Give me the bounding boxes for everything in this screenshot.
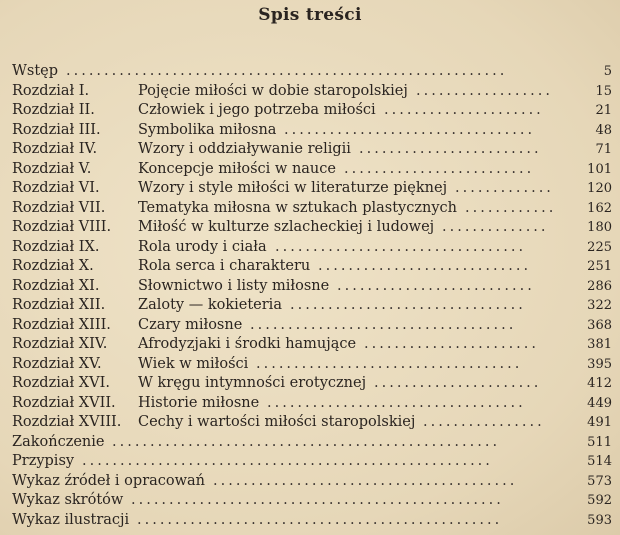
toc-entry-label: Rozdział VII. xyxy=(12,199,106,216)
toc-entry xyxy=(12,335,612,355)
dot-leader: ................................................. xyxy=(131,492,504,508)
toc-entry xyxy=(12,218,612,238)
toc-entry-label: Rozdział IV. xyxy=(12,141,98,157)
table-of-contents xyxy=(12,62,612,530)
toc-entry-label: Rozdział III. xyxy=(12,121,101,138)
toc-entry xyxy=(12,394,612,414)
dot-leader: .......................... xyxy=(337,277,535,294)
dot-leader: ................................. xyxy=(275,238,527,255)
toc-entry-label: Rozdział XIII. xyxy=(12,316,111,333)
dot-leader: ................................................ xyxy=(137,511,503,528)
toc-entry-page: 21 xyxy=(595,103,612,118)
toc-entry xyxy=(12,140,612,160)
dot-leader: .................. xyxy=(416,82,553,99)
toc-entry-page: 412 xyxy=(587,376,612,391)
toc-entry-page: 286 xyxy=(587,278,612,294)
toc-entry-title: Miłość w kulturze szlacheckiej i ludowej xyxy=(138,219,435,235)
toc-entry-page: 322 xyxy=(587,298,612,313)
toc-entry-title: Afrodyzjaki i środki hamujące xyxy=(138,336,357,352)
toc-entry-label: Rozdział VI. xyxy=(12,180,100,196)
toc-entry xyxy=(12,82,612,102)
toc-entry-page: 592 xyxy=(587,493,612,508)
toc-entry-label: Wykaz skrótów xyxy=(12,492,124,508)
dot-leader: ........................ xyxy=(359,141,542,157)
toc-entry-label: Zakończenie xyxy=(12,433,105,450)
toc-entry-label: Rozdział XVII. xyxy=(12,394,116,411)
dot-leader: .................................. xyxy=(267,394,526,411)
dot-leader: ................................................... xyxy=(112,433,501,450)
toc-entry-label: Rozdział XV. xyxy=(12,355,102,372)
toc-entry xyxy=(12,316,612,336)
dot-leader: ............................ xyxy=(318,258,532,274)
toc-entry-label: Wykaz źródeł i opracowań xyxy=(12,472,206,489)
toc-entry xyxy=(12,160,612,180)
dot-leader: ............. xyxy=(455,180,554,196)
dot-leader: ......................... xyxy=(344,160,535,177)
toc-entry-page: 491 xyxy=(587,415,612,430)
dot-leader: ................................... xyxy=(250,316,517,333)
toc-entry-title: Tematyka miłosna w sztukach plastycznych xyxy=(138,199,457,216)
toc-entry-label: Wstęp xyxy=(12,63,59,79)
toc-entry-title: Rola serca i charakteru xyxy=(138,258,311,274)
dot-leader: ............................... xyxy=(290,297,526,313)
toc-entry-page: 71 xyxy=(595,142,612,157)
toc-entry-title: Wiek w miłości xyxy=(138,355,249,372)
toc-entry xyxy=(12,199,612,219)
toc-entry-title: Koncepcje miłości w nauce xyxy=(138,160,336,177)
toc-entry-title: Symbolika miłosna xyxy=(138,121,277,138)
toc-entry-page: 15 xyxy=(595,83,612,99)
toc-entry xyxy=(12,62,612,82)
toc-entry xyxy=(12,491,612,511)
toc-entry-page: 162 xyxy=(587,200,612,216)
toc-entry xyxy=(12,413,612,433)
toc-entry xyxy=(12,452,612,472)
toc-entry-page: 395 xyxy=(587,356,612,372)
page-title: Spis treści xyxy=(258,5,362,25)
dot-leader: .......................................................... xyxy=(66,63,508,79)
toc-entry-label: Rozdział I. xyxy=(12,82,90,99)
toc-entry-title: Wzory i style miłości w literaturze pięknej xyxy=(138,180,448,196)
toc-entry-page: 225 xyxy=(587,239,612,255)
toc-entry-page: 368 xyxy=(587,317,612,333)
toc-entry-page: 180 xyxy=(587,220,612,235)
toc-entry-label: Rozdział II. xyxy=(12,102,95,118)
toc-entry-label: Rozdział V. xyxy=(12,160,92,177)
toc-entry-label: Rozdział XIV. xyxy=(12,336,108,352)
dot-leader: ...................... xyxy=(374,375,542,391)
toc-entry xyxy=(12,374,612,394)
toc-entry-page: 120 xyxy=(587,181,612,196)
toc-entry xyxy=(12,472,612,492)
toc-entry-page: 101 xyxy=(587,161,612,177)
toc-entry-title: Cechy i wartości miłości staropolskiej xyxy=(138,414,416,430)
toc-entry-page: 48 xyxy=(595,122,612,138)
toc-entry xyxy=(12,179,612,199)
toc-entry-label: Rozdział XI. xyxy=(12,277,100,294)
toc-entry-page: 449 xyxy=(587,395,612,411)
toc-entry xyxy=(12,433,612,453)
dot-leader: ................................... xyxy=(256,355,523,372)
dot-leader: ............ xyxy=(465,199,557,216)
toc-entry-title: Słownictwo i listy miłosne xyxy=(138,277,330,294)
toc-entry-label: Rozdział IX. xyxy=(12,238,100,255)
toc-entry-page: 381 xyxy=(587,337,612,352)
toc-entry-title: Czary miłosne xyxy=(138,316,243,333)
toc-entry xyxy=(12,296,612,316)
toc-entry xyxy=(12,511,612,531)
dot-leader: .............. xyxy=(442,219,549,235)
toc-entry-label: Rozdział XVI. xyxy=(12,375,110,391)
dot-leader: ..................... xyxy=(384,102,544,118)
toc-entry-title: Pojęcie miłości w dobie staropolskiej xyxy=(138,82,408,99)
toc-entry xyxy=(12,257,612,277)
dot-leader: ...................................................... xyxy=(82,453,493,469)
toc-entry xyxy=(12,101,612,121)
toc-entry-label: Przypisy xyxy=(12,453,75,469)
toc-entry-label: Rozdział VIII. xyxy=(12,219,112,235)
dot-leader: ................................. xyxy=(284,121,536,138)
toc-entry-title: Człowiek i jego potrzeba miłości xyxy=(138,102,376,118)
toc-entry-label: Rozdział X. xyxy=(12,258,94,274)
toc-entry-title: Zaloty — kokieteria xyxy=(138,297,282,313)
toc-entry-title: Wzory i oddziaływanie religii xyxy=(138,141,351,157)
toc-entry xyxy=(12,238,612,258)
toc-entry-title: W kręgu intymności erotycznej xyxy=(138,375,367,391)
toc-entry-page: 573 xyxy=(587,473,612,489)
toc-entry-label: Wykaz ilustracji xyxy=(12,511,130,528)
toc-entry-page: 251 xyxy=(587,259,612,274)
toc-entry-label: Rozdział XVIII. xyxy=(12,414,122,430)
toc-entry-title: Rola urody i ciała xyxy=(138,238,267,255)
toc-entry xyxy=(12,121,612,141)
toc-entry-page: 5 xyxy=(603,64,612,79)
toc-entry-title: Historie miłosne xyxy=(138,394,260,411)
toc-entry-page: 511 xyxy=(587,434,612,450)
toc-entry xyxy=(12,355,612,375)
toc-entry xyxy=(12,277,612,297)
toc-entry-page: 514 xyxy=(587,454,612,469)
toc-entry-page: 593 xyxy=(587,512,612,528)
dot-leader: ....................... xyxy=(364,336,540,352)
dot-leader: ................ xyxy=(423,414,545,430)
dot-leader: ........................................ xyxy=(213,472,518,489)
toc-entry-label: Rozdział XII. xyxy=(12,297,106,313)
